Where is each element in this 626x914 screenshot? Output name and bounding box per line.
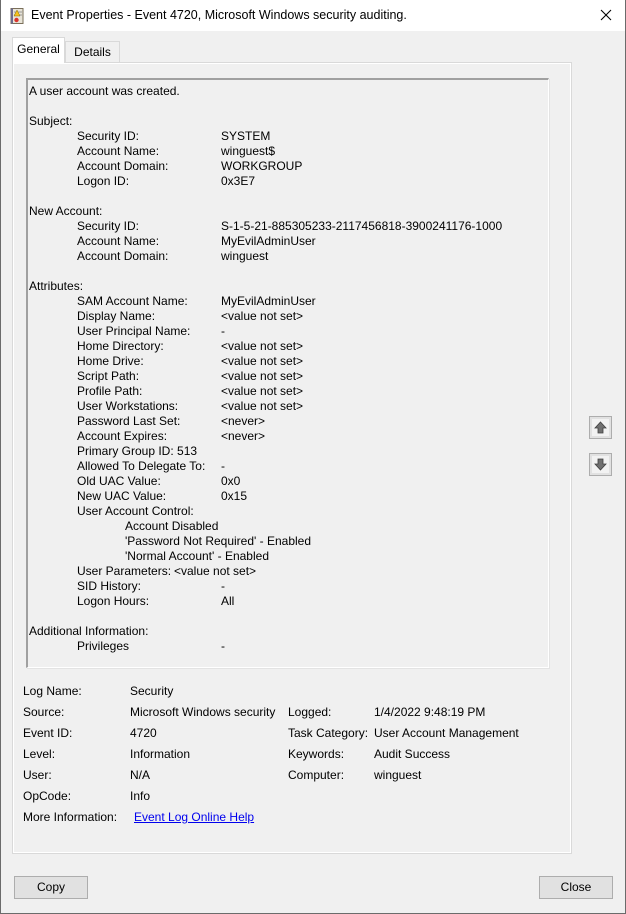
field-label: Display Name:	[77, 309, 156, 323]
logged-label: Logged:	[288, 705, 332, 719]
opcode-label: OpCode:	[23, 789, 72, 803]
field-value: winguest$	[221, 144, 276, 158]
opcode-value: Info	[130, 789, 151, 803]
field-value: SYSTEM	[221, 129, 271, 143]
field-value: S-1-5-21-885305233-2117456818-3900241176-1000	[221, 219, 503, 233]
event-id-value: 4720	[130, 726, 157, 740]
field-label: Privileges	[77, 639, 130, 653]
field-label: New UAC Value:	[77, 489, 167, 503]
field-value: -	[221, 579, 225, 593]
arrow-down-icon	[594, 458, 607, 471]
attributes-heading: Attributes:	[29, 279, 84, 293]
title-bar[interactable]	[1, 0, 625, 31]
close-window-button[interactable]	[595, 4, 617, 26]
uac-flag: 'Password Not Required' - Enabled	[125, 534, 312, 548]
field-value: <value not set>	[221, 369, 304, 383]
keywords-value: Audit Success	[374, 747, 451, 761]
level-label: Level:	[23, 747, 56, 761]
log-name-label: Log Name:	[23, 684, 82, 698]
field-value: <value not set>	[221, 339, 304, 353]
field-value: All	[221, 594, 235, 608]
field-label: User Workstations:	[77, 399, 179, 413]
field-label: Security ID:	[77, 219, 140, 233]
field-label: Profile Path:	[77, 384, 143, 398]
field-value: MyEvilAdminUser	[221, 234, 316, 248]
next-event-button[interactable]	[589, 453, 612, 476]
close-button[interactable]: Close	[539, 876, 613, 899]
new-account-heading: New Account:	[29, 204, 103, 218]
field-value: <value not set>	[174, 564, 257, 578]
log-name-value: Security	[130, 684, 174, 698]
field-value: <value not set>	[221, 384, 304, 398]
user-value: N/A	[130, 768, 151, 782]
field-label: User Principal Name:	[77, 324, 191, 338]
field-label: User Parameters:	[77, 564, 172, 578]
field-label: Security ID:	[77, 129, 140, 143]
field-label: SID History:	[77, 579, 142, 593]
task-category-value: User Account Management	[374, 726, 519, 740]
user-label: User:	[23, 768, 52, 782]
computer-label: Computer:	[288, 768, 345, 782]
close-icon	[600, 9, 612, 21]
field-value: WORKGROUP	[221, 159, 303, 173]
event-log-online-help-link[interactable]: Event Log Online Help	[134, 810, 255, 824]
field-label: Allowed To Delegate To:	[77, 459, 206, 473]
field-value: <value not set>	[221, 354, 304, 368]
uac-flag: 'Normal Account' - Enabled	[125, 549, 269, 563]
field-label: Account Name:	[77, 234, 160, 248]
field-value: 0x15	[221, 489, 248, 503]
field-value: -	[221, 324, 225, 338]
description-intro: A user account was created.	[29, 84, 180, 98]
logged-value: 1/4/2022 9:48:19 PM	[374, 705, 486, 719]
level-value: Information	[130, 747, 191, 761]
window-title: Event Properties - Event 4720, Microsoft Windows security auditing.	[31, 8, 407, 22]
field-label: SAM Account Name:	[77, 294, 188, 308]
source-label: Source:	[23, 705, 65, 719]
event-id-label: Event ID:	[23, 726, 73, 740]
field-label: Old UAC Value:	[77, 474, 161, 488]
subject-heading: Subject:	[29, 114, 73, 128]
arrow-up-icon	[594, 421, 607, 434]
field-label: Password Last Set:	[77, 414, 181, 428]
event-log-icon	[10, 8, 24, 24]
field-label: Account Domain:	[77, 249, 169, 263]
more-info-label: More Information:	[23, 810, 118, 824]
field-value: <never>	[221, 429, 266, 443]
tab-general[interactable]: General	[12, 37, 65, 63]
field-value: <value not set>	[221, 399, 304, 413]
field-label: User Account Control:	[77, 504, 194, 518]
field-value: MyEvilAdminUser	[221, 294, 316, 308]
field-value: winguest	[221, 249, 269, 263]
previous-event-button[interactable]	[589, 416, 612, 439]
field-value: <value not set>	[221, 309, 304, 323]
field-value: -	[221, 459, 225, 473]
field-value: 0x0	[221, 474, 241, 488]
field-label: Script Path:	[77, 369, 140, 383]
field-label: Primary Group ID: 513	[77, 444, 198, 458]
field-label: Account Domain:	[77, 159, 169, 173]
field-value: <never>	[221, 414, 266, 428]
field-value: -	[221, 639, 225, 653]
field-value: 0x3E7	[221, 174, 256, 188]
field-label: Home Directory:	[77, 339, 164, 353]
field-label: Logon ID:	[77, 174, 130, 188]
source-value: Microsoft Windows security	[130, 705, 276, 719]
field-label: Logon Hours:	[77, 594, 150, 608]
uac-flag: Account Disabled	[125, 519, 219, 533]
event-description-textbox[interactable]	[26, 78, 549, 668]
keywords-label: Keywords:	[288, 747, 345, 761]
general-tab-panel	[12, 62, 572, 854]
copy-button[interactable]: Copy	[14, 876, 88, 899]
tab-details[interactable]: Details	[65, 41, 120, 62]
field-label: Home Drive:	[77, 354, 144, 368]
computer-value: winguest	[374, 768, 422, 782]
additional-info-heading: Additional Information:	[29, 624, 149, 638]
field-label: Account Expires:	[77, 429, 168, 443]
task-category-label: Task Category:	[288, 726, 369, 740]
field-label: Account Name:	[77, 144, 160, 158]
